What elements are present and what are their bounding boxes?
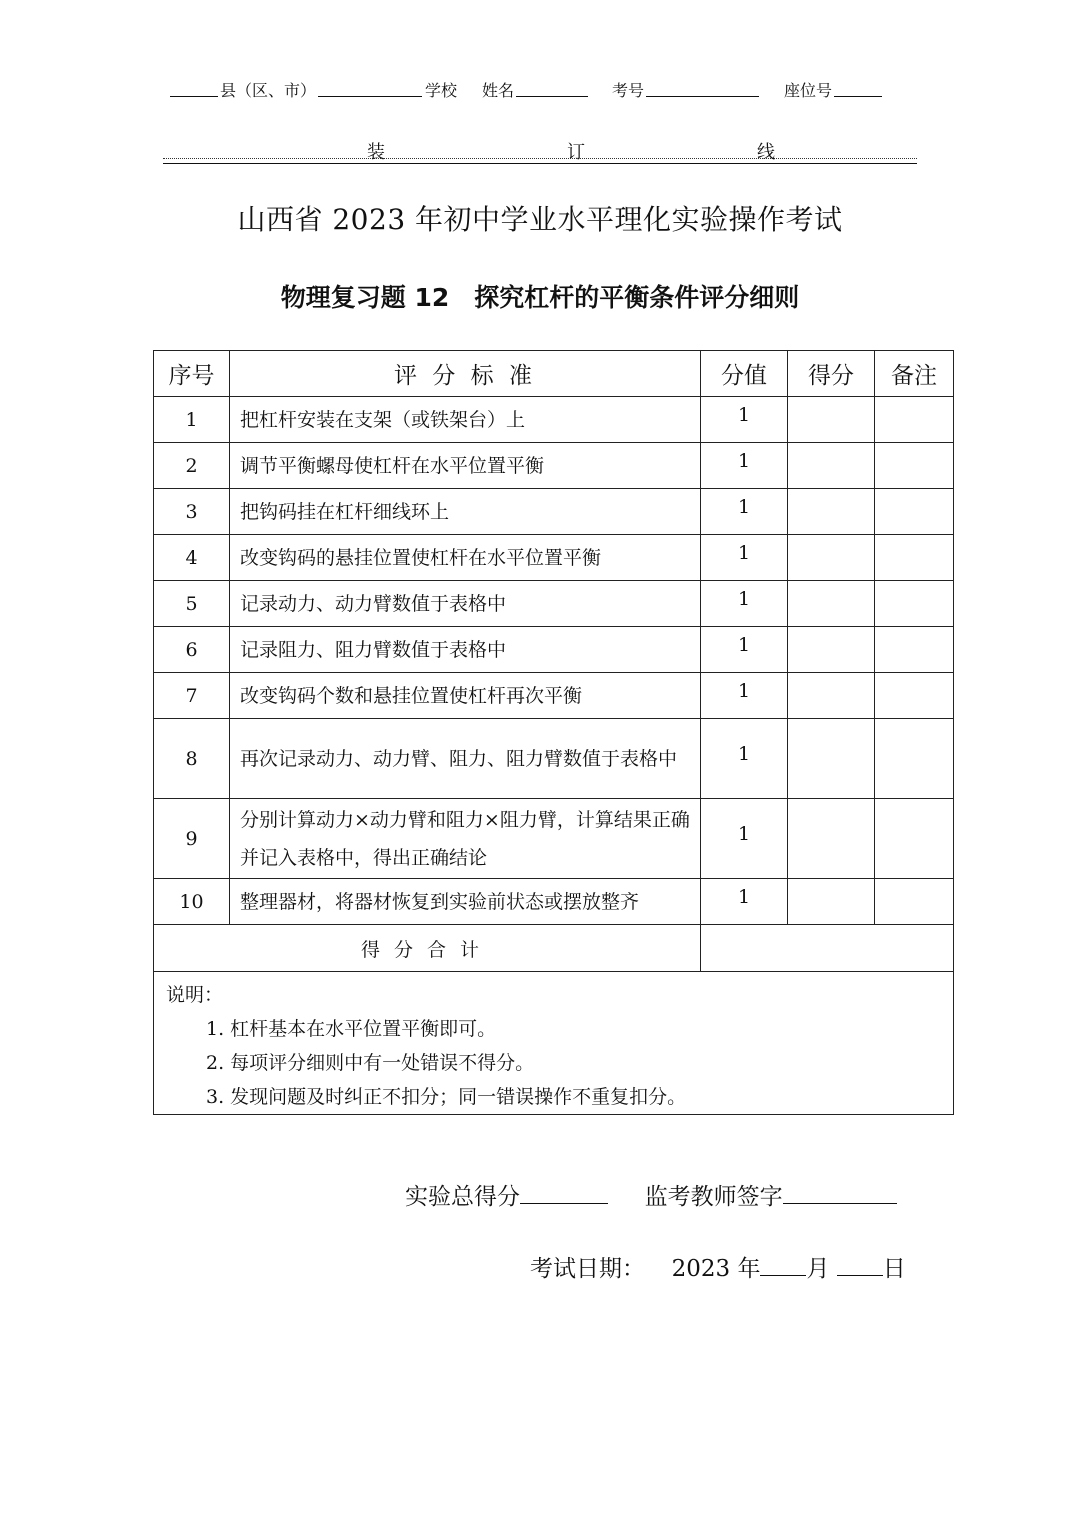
row-value: [701, 535, 788, 581]
row-score-cell[interactable]: [788, 489, 875, 535]
row-remark-cell[interactable]: [875, 879, 954, 925]
binding-char-2: 订: [567, 142, 585, 163]
row-criteria: 再次记录动力、动力臂、阻力、阻力臂数值于表格中: [230, 719, 701, 799]
row-value-text: 1: [737, 679, 751, 702]
header-remark: 备注: [875, 351, 954, 397]
row-score-cell[interactable]: [788, 581, 875, 627]
total-score-label: 实验总得分: [405, 1184, 520, 1210]
row-value-text: 1: [737, 495, 751, 518]
row-value: [701, 673, 788, 719]
row-value-text: 1: [737, 449, 751, 472]
row-criteria: 分别计算动力×动力臂和阻力×阻力臂，计算结果正确并记入表格中，得出正确结论: [230, 799, 701, 879]
table-row: [154, 719, 954, 799]
dotted-divider: [163, 158, 917, 159]
binding-char-3: 线: [757, 142, 775, 163]
row-no: 10: [154, 879, 230, 925]
table-row: [154, 535, 954, 581]
county-label: 县（区、市）: [220, 81, 317, 100]
row-value: [701, 719, 788, 799]
row-no: 7: [154, 673, 230, 719]
row-no: 8: [154, 719, 230, 799]
row-value: [701, 879, 788, 925]
exam-date-line: [530, 1250, 906, 1283]
row-criteria: 改变钩码的悬挂位置使杠杆在水平位置平衡: [230, 535, 701, 581]
row-value-text: 1: [737, 885, 751, 908]
row-criteria: 把钩码挂在杠杆细线环上: [230, 489, 701, 535]
row-remark-cell[interactable]: [875, 673, 954, 719]
table-row: [154, 489, 954, 535]
row-value-text: 1: [737, 822, 751, 845]
row-remark-cell[interactable]: [875, 397, 954, 443]
exam-no-label: 考号: [612, 81, 645, 100]
row-criteria: 记录动力、动力臂数值于表格中: [230, 581, 701, 627]
row-value: [701, 627, 788, 673]
row-value: [701, 799, 788, 879]
school-blank[interactable]: [318, 96, 422, 97]
row-criteria: 记录阻力、阻力臂数值于表格中: [230, 627, 701, 673]
exam-no-blank[interactable]: [646, 96, 759, 97]
row-no: 4: [154, 535, 230, 581]
month-text: 月: [806, 1256, 830, 1282]
month-blank[interactable]: [760, 1255, 806, 1276]
row-remark-cell[interactable]: [875, 535, 954, 581]
exam-date-label: 考试日期：: [530, 1256, 645, 1282]
row-score-cell[interactable]: [788, 673, 875, 719]
day-blank[interactable]: [837, 1255, 883, 1276]
row-no: 2: [154, 443, 230, 489]
school-label: 学校: [425, 81, 458, 100]
row-score-cell[interactable]: [788, 535, 875, 581]
row-score-cell[interactable]: [788, 879, 875, 925]
table-row: [154, 673, 954, 719]
year-text: 2023 年: [671, 1256, 761, 1282]
note-item-1: 1. 杠杆基本在水平位置平衡即可。: [206, 1018, 497, 1040]
row-criteria: 整理器材，将器材恢复到实验前状态或摆放整齐: [230, 879, 701, 925]
header-criteria: 评 分 标 准: [230, 351, 701, 397]
total-label: 得分合计: [154, 925, 701, 972]
row-criteria: 调节平衡螺母使杠杆在水平位置平衡: [230, 443, 701, 489]
table-row: [154, 799, 954, 879]
teacher-sign-blank[interactable]: [783, 1183, 897, 1204]
row-criteria: 改变钩码个数和悬挂位置使杠杆再次平衡: [230, 673, 701, 719]
table-row: [154, 879, 954, 925]
row-score-cell[interactable]: [788, 627, 875, 673]
table-header-row: [154, 351, 954, 397]
notes-cell: [154, 972, 954, 1115]
row-no: 6: [154, 627, 230, 673]
row-value: [701, 397, 788, 443]
row-remark-cell[interactable]: [875, 489, 954, 535]
header-no: 序号: [154, 351, 230, 397]
row-no: 9: [154, 799, 230, 879]
row-remark-cell[interactable]: [875, 799, 954, 879]
row-score-cell[interactable]: [788, 443, 875, 489]
scoring-table: [153, 350, 954, 1115]
row-value-text: 1: [737, 742, 751, 765]
day-text: 日: [882, 1256, 906, 1282]
row-score-cell[interactable]: [788, 799, 875, 879]
solid-divider: [163, 163, 917, 164]
row-score-cell[interactable]: [788, 397, 875, 443]
total-score-cell[interactable]: [701, 925, 954, 972]
notes-row: [154, 972, 954, 1115]
total-score-blank[interactable]: [520, 1183, 608, 1204]
table-row: [154, 443, 954, 489]
total-row: [154, 925, 954, 972]
row-remark-cell[interactable]: [875, 719, 954, 799]
table-row: [154, 397, 954, 443]
score-sign-line: [405, 1178, 897, 1211]
seat-no-blank[interactable]: [834, 96, 882, 97]
row-remark-cell[interactable]: [875, 581, 954, 627]
row-value-text: 1: [737, 541, 751, 564]
note-item-2: 2. 每项评分细则中有一处错误不得分。: [206, 1052, 535, 1074]
binding-line: [163, 138, 917, 168]
row-no: 1: [154, 397, 230, 443]
table-row: [154, 581, 954, 627]
header-score: 得分: [788, 351, 875, 397]
name-label: 姓名: [482, 81, 515, 100]
candidate-info-line: [170, 76, 890, 102]
row-remark-cell[interactable]: [875, 443, 954, 489]
row-value-text: 1: [737, 587, 751, 610]
row-no: 3: [154, 489, 230, 535]
page-title: 山西省 2023 年初中学业水平理化实验操作考试: [237, 203, 843, 236]
row-value-text: 1: [737, 403, 751, 426]
row-value: [701, 489, 788, 535]
binding-char-1: 装: [367, 142, 385, 163]
table-row: [154, 627, 954, 673]
notes-title: 说明：: [166, 984, 224, 1006]
name-blank[interactable]: [516, 96, 588, 97]
row-value: [701, 443, 788, 489]
row-no: 5: [154, 581, 230, 627]
teacher-sign-label: 监考教师签字: [644, 1184, 783, 1210]
row-value-text: 1: [737, 633, 751, 656]
page-subtitle: 物理复习题 12 探究杠杆的平衡条件评分细则: [280, 283, 800, 312]
seat-no-label: 座位号: [784, 81, 833, 100]
row-score-cell[interactable]: [788, 719, 875, 799]
row-value: [701, 581, 788, 627]
county-blank[interactable]: [170, 96, 218, 97]
row-remark-cell[interactable]: [875, 627, 954, 673]
header-value: 分值: [701, 351, 788, 397]
note-item-3: 3. 发现问题及时纠正不扣分；同一错误操作不重复扣分。: [206, 1086, 687, 1108]
row-criteria: 把杠杆安装在支架（或铁架台）上: [230, 397, 701, 443]
